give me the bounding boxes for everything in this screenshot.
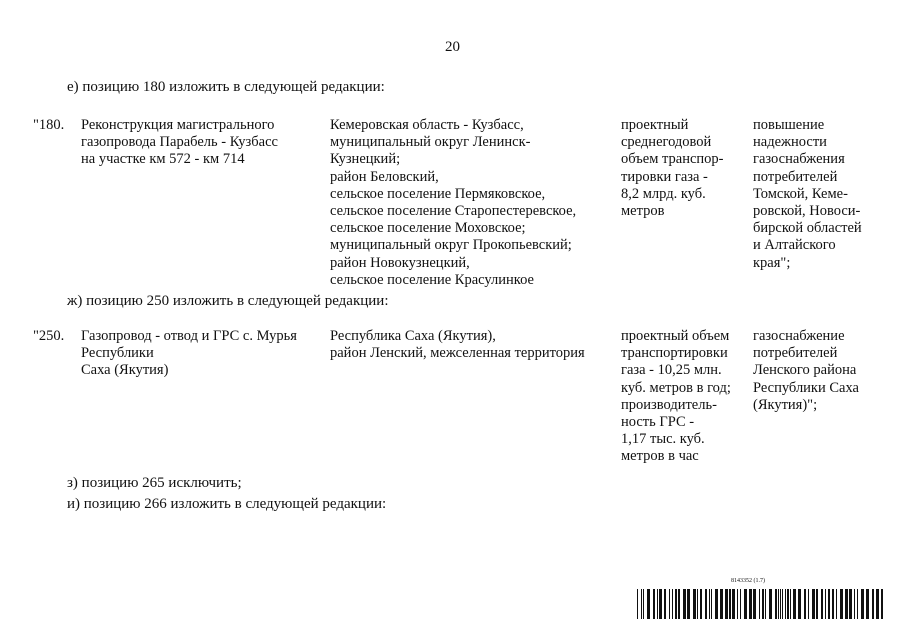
page-number: 20 bbox=[445, 39, 460, 55]
cell-line: производитель- bbox=[621, 396, 717, 413]
barcode-bar bbox=[881, 589, 883, 619]
barcode-bar bbox=[653, 589, 655, 619]
barcode-bar bbox=[780, 589, 781, 619]
barcode-bar bbox=[753, 589, 756, 619]
barcode-bar bbox=[637, 589, 638, 619]
barcode-bar bbox=[812, 589, 815, 619]
barcode-bar bbox=[729, 589, 731, 619]
barcode-bar bbox=[672, 589, 673, 619]
row-180-capacity bbox=[621, 117, 723, 220]
cell-line: Саха (Якутия) bbox=[81, 362, 169, 379]
barcode-bar bbox=[828, 589, 830, 619]
cell-line: газоснабжение bbox=[753, 328, 845, 344]
cell-line: сельское поселение Моховское; bbox=[330, 220, 526, 237]
row-250-object bbox=[81, 328, 297, 380]
cell-line: сельское поселение Красулинкое bbox=[330, 271, 534, 288]
cell-line: надежности bbox=[753, 134, 827, 151]
cell-line: Газопровод - отвод и ГРС с. Мурья bbox=[81, 328, 297, 344]
barcode-bar bbox=[790, 589, 791, 619]
barcode-bar bbox=[678, 589, 680, 619]
barcode-bar bbox=[697, 589, 698, 619]
cell-line: бирской областей bbox=[753, 220, 862, 237]
cell-line: 8,2 млрд. куб. bbox=[621, 185, 706, 202]
cell-line: метров в час bbox=[621, 448, 699, 465]
cell-line: и Алтайского bbox=[753, 237, 836, 254]
barcode-bar bbox=[793, 589, 796, 619]
cell-line: муниципальный округ Ленинск- bbox=[330, 134, 531, 151]
instruction-i: и) позицию 266 изложить в следующей редакции: bbox=[67, 496, 387, 512]
barcode-bar bbox=[845, 589, 848, 619]
barcode-bar bbox=[737, 589, 738, 619]
barcode-bar bbox=[732, 589, 735, 619]
barcode-bar bbox=[711, 589, 712, 619]
barcode-bar bbox=[744, 589, 747, 619]
barcode-bar bbox=[709, 589, 710, 619]
row-250-number: "250. bbox=[33, 328, 65, 344]
barcode-bar bbox=[687, 589, 690, 619]
cell-line: Республики bbox=[81, 345, 154, 362]
barcode-bar bbox=[765, 589, 766, 619]
barcode-bar bbox=[643, 589, 644, 619]
barcode-bar bbox=[669, 589, 670, 619]
cell-line: газа - 10,25 млн. bbox=[621, 362, 722, 379]
cell-line: потребителей bbox=[753, 168, 838, 185]
cell-line: среднегодовой bbox=[621, 134, 712, 151]
cell-line: газопровода Парабель - Кузбасс bbox=[81, 134, 278, 151]
row-180-location bbox=[330, 117, 576, 289]
instruction-z: з) позицию 265 исключить; bbox=[67, 475, 242, 491]
barcode-bar bbox=[787, 589, 789, 619]
cell-line: 1,17 тыс. куб. bbox=[621, 431, 705, 448]
barcode-bar bbox=[647, 589, 650, 619]
barcode-bar bbox=[715, 589, 718, 619]
barcode-bar bbox=[798, 589, 801, 619]
cell-line: метров bbox=[621, 203, 665, 220]
cell-line: Кузнецкий; bbox=[330, 151, 401, 168]
barcode-bar bbox=[840, 589, 843, 619]
barcode-bar bbox=[808, 589, 809, 619]
barcode-bar bbox=[821, 589, 823, 619]
barcode-bar bbox=[854, 589, 855, 619]
barcode-bar bbox=[769, 589, 772, 619]
barcode-bar bbox=[872, 589, 874, 619]
barcode-bar bbox=[778, 589, 779, 619]
cell-line: объем транспор- bbox=[621, 151, 724, 168]
cell-line: сельское поселение Пермяковское, bbox=[330, 185, 546, 202]
cell-line: куб. метров в год; bbox=[621, 379, 731, 396]
barcode-bar bbox=[762, 589, 764, 619]
instruction-e: е) позицию 180 изложить в следующей редакции: bbox=[67, 79, 385, 95]
cell-line: газоснабжения bbox=[753, 151, 845, 168]
barcode-bar bbox=[693, 589, 696, 619]
barcode-bar bbox=[675, 589, 677, 619]
barcode-bar bbox=[861, 589, 864, 619]
cell-line: Республика Саха (Якутия), bbox=[330, 328, 496, 344]
barcode-bar bbox=[825, 589, 826, 619]
row-250-location bbox=[330, 328, 585, 362]
barcode-bar bbox=[664, 589, 666, 619]
barcode-bar bbox=[725, 589, 728, 619]
barcode-bar bbox=[749, 589, 752, 619]
barcode bbox=[637, 589, 886, 619]
cell-line: ровской, Новоси- bbox=[753, 203, 861, 220]
barcode-bar bbox=[866, 589, 869, 619]
barcode-bar bbox=[857, 589, 858, 619]
cell-line: ность ГРС - bbox=[621, 414, 695, 431]
cell-line: Томской, Кеме- bbox=[753, 185, 848, 202]
cell-line: (Якутия)"; bbox=[753, 396, 818, 413]
barcode-bar bbox=[816, 589, 818, 619]
cell-line: тировки газа - bbox=[621, 168, 708, 185]
cell-line: проектный bbox=[621, 117, 689, 133]
cell-line: район Беловский, bbox=[330, 168, 439, 185]
barcode-caption: 8143352 (1.7) bbox=[731, 578, 765, 584]
barcode-bar bbox=[876, 589, 879, 619]
cell-line: район Ленский, межселенная территория bbox=[330, 345, 585, 362]
cell-line: Реконструкция магистрального bbox=[81, 117, 275, 133]
cell-line: на участке км 572 - км 714 bbox=[81, 151, 245, 168]
barcode-bar bbox=[700, 589, 702, 619]
barcode-bar bbox=[849, 589, 852, 619]
cell-line: повышение bbox=[753, 117, 825, 133]
barcode-bar bbox=[804, 589, 806, 619]
cell-line: края"; bbox=[753, 254, 791, 271]
barcode-bar bbox=[720, 589, 723, 619]
barcode-bar bbox=[785, 589, 786, 619]
cell-line: потребителей bbox=[753, 345, 838, 362]
row-250-purpose bbox=[753, 328, 859, 414]
barcode-bar bbox=[659, 589, 662, 619]
barcode-bar bbox=[832, 589, 834, 619]
barcode-bar bbox=[775, 589, 777, 619]
barcode-bar bbox=[641, 589, 642, 619]
cell-line: Республики Саха bbox=[753, 379, 859, 396]
cell-line: Кемеровская область - Кузбасс, bbox=[330, 117, 524, 133]
barcode-bar bbox=[657, 589, 658, 619]
barcode-bar bbox=[705, 589, 707, 619]
cell-line: сельское поселение Старопестеревское, bbox=[330, 203, 577, 220]
cell-line: муниципальный округ Прокопьевский; bbox=[330, 237, 572, 254]
cell-line: проектный объем bbox=[621, 328, 730, 344]
barcode-bar bbox=[759, 589, 760, 619]
row-180-purpose bbox=[753, 117, 862, 272]
row-250-capacity bbox=[621, 328, 731, 466]
row-180-number: "180. bbox=[33, 117, 65, 133]
cell-line: Ленского района bbox=[753, 362, 857, 379]
barcode-bar bbox=[683, 589, 686, 619]
cell-line: транспортировки bbox=[621, 345, 728, 362]
barcode-bar bbox=[836, 589, 837, 619]
barcode-bar bbox=[740, 589, 741, 619]
cell-line: район Новокузнецкий, bbox=[330, 254, 470, 271]
instruction-zh: ж) позицию 250 изложить в следующей редакции: bbox=[67, 293, 389, 309]
barcode-bar bbox=[782, 589, 783, 619]
row-180-object bbox=[81, 117, 278, 169]
